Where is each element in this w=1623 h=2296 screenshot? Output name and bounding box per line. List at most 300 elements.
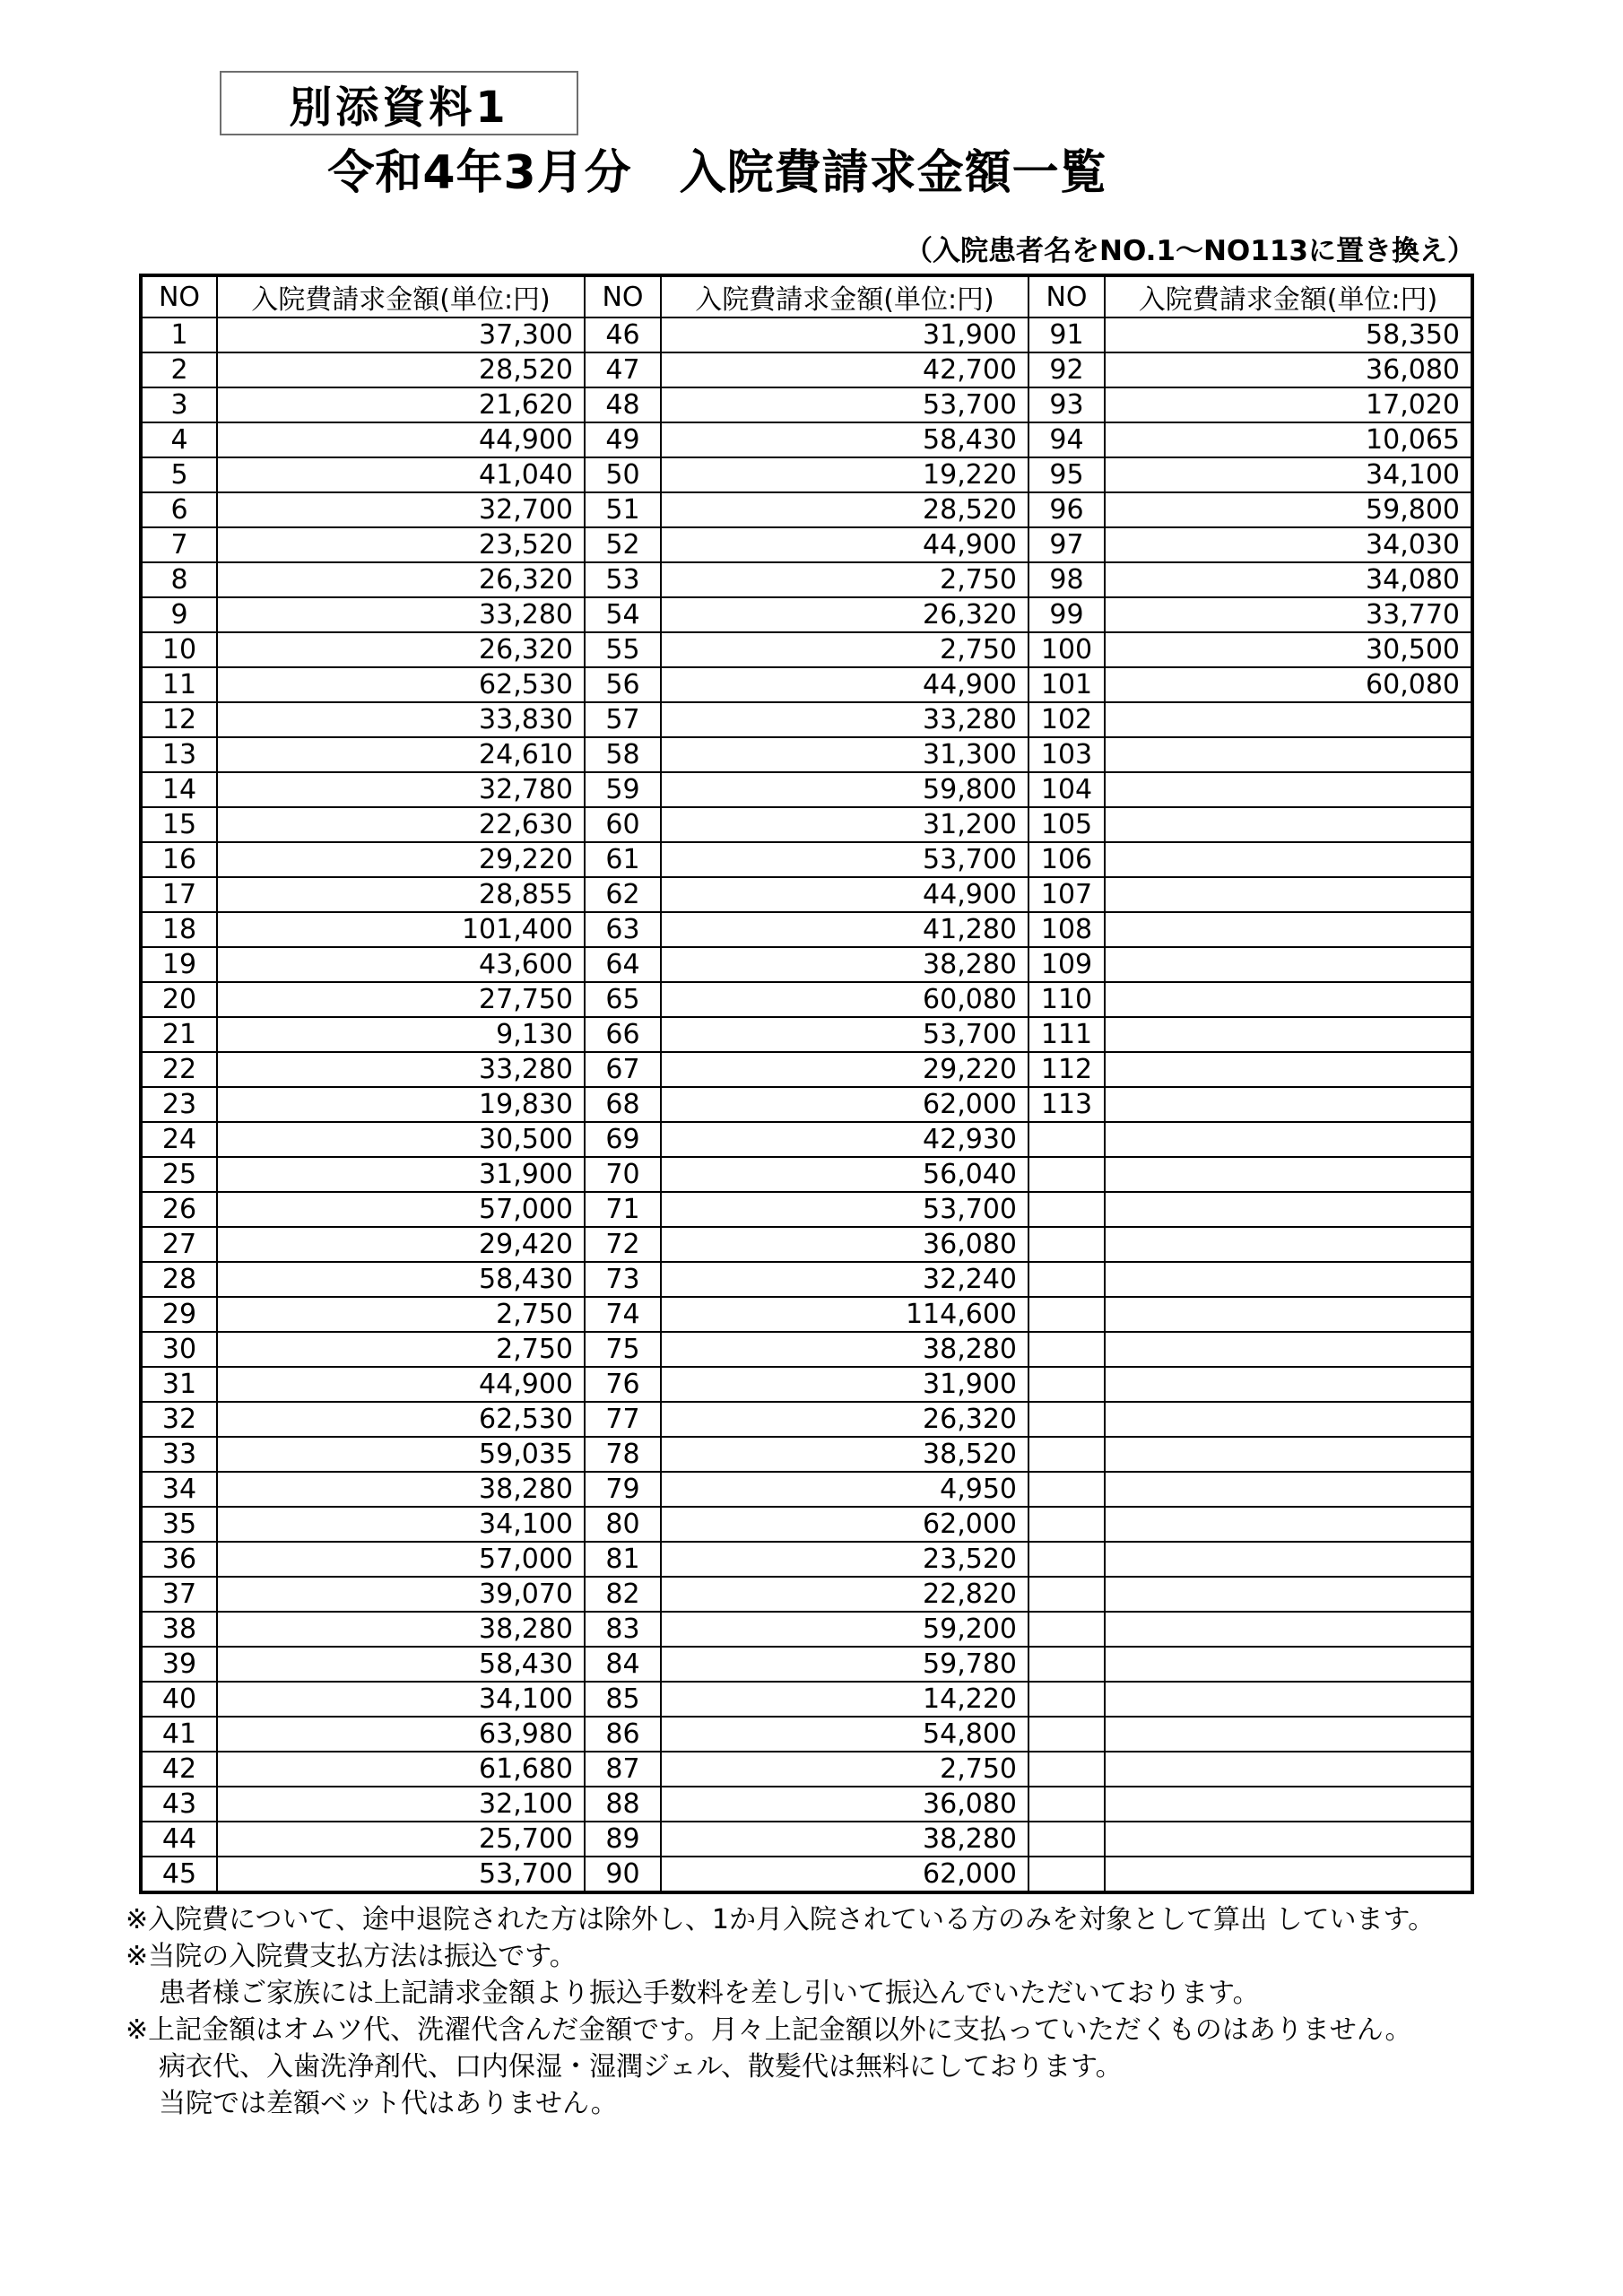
row-number-cell: 26 xyxy=(141,1192,217,1227)
row-number-cell: 20 xyxy=(141,982,217,1017)
row-number-cell xyxy=(1028,1752,1105,1787)
table-row xyxy=(141,1262,1472,1297)
amount-cell: 31,900 xyxy=(661,317,1028,352)
row-number-cell: 43 xyxy=(141,1787,217,1822)
amount-cell xyxy=(1105,1612,1472,1647)
row-number-cell: 76 xyxy=(585,1367,661,1402)
row-number-cell xyxy=(1028,1367,1105,1402)
row-number-cell: 7 xyxy=(141,527,217,562)
amount-cell: 26,320 xyxy=(661,1402,1028,1437)
row-number-cell: 18 xyxy=(141,912,217,947)
amount-cell xyxy=(1105,947,1472,982)
amount-cell xyxy=(1105,1437,1472,1472)
row-number-cell: 29 xyxy=(141,1297,217,1332)
amount-cell xyxy=(1105,1367,1472,1402)
table-row xyxy=(141,1577,1472,1612)
amount-cell: 53,700 xyxy=(217,1857,585,1892)
row-number-cell: 89 xyxy=(585,1822,661,1857)
table-row xyxy=(141,1752,1472,1787)
amount-cell xyxy=(1105,807,1472,842)
row-number-cell: 25 xyxy=(141,1157,217,1192)
table-row xyxy=(141,1052,1472,1087)
amount-cell: 25,700 xyxy=(217,1822,585,1857)
table-row xyxy=(141,527,1472,562)
amount-cell: 44,900 xyxy=(661,667,1028,702)
row-number-cell: 37 xyxy=(141,1577,217,1612)
amount-cell: 30,500 xyxy=(217,1122,585,1157)
row-number-cell xyxy=(1028,1297,1105,1332)
row-number-cell: 86 xyxy=(585,1717,661,1752)
amount-cell: 33,280 xyxy=(217,1052,585,1087)
amount-cell: 27,750 xyxy=(217,982,585,1017)
row-number-cell: 79 xyxy=(585,1472,661,1507)
table-row xyxy=(141,947,1472,982)
amount-cell: 58,430 xyxy=(661,422,1028,457)
amount-cell: 43,600 xyxy=(217,947,585,982)
table-row xyxy=(141,1822,1472,1857)
row-number-cell: 94 xyxy=(1028,422,1105,457)
row-number-cell: 57 xyxy=(585,702,661,737)
amount-cell: 58,350 xyxy=(1105,317,1472,352)
row-number-cell: 81 xyxy=(585,1542,661,1577)
row-number-cell: 105 xyxy=(1028,807,1105,842)
amount-cell xyxy=(1105,1017,1472,1052)
table-row xyxy=(141,1122,1472,1157)
footnote-line: 当院では差額ベット代はありません。 xyxy=(159,2088,618,2119)
amount-cell xyxy=(1105,1647,1472,1682)
footnote-line: ※入院費について、途中退院された方は除外し、1か月入院されている方のみを対象として算出 しています。 xyxy=(126,1904,1436,1935)
amount-cell: 41,280 xyxy=(661,912,1028,947)
amount-cell: 32,240 xyxy=(661,1262,1028,1297)
row-number-cell: 106 xyxy=(1028,842,1105,877)
amount-cell: 2,750 xyxy=(217,1332,585,1367)
row-number-cell: 46 xyxy=(585,317,661,352)
table-row xyxy=(141,492,1472,527)
billing-table-body xyxy=(141,317,1472,1892)
amount-cell: 31,200 xyxy=(661,807,1028,842)
row-number-cell: 84 xyxy=(585,1647,661,1682)
amount-cell: 30,500 xyxy=(1105,632,1472,667)
table-row xyxy=(141,737,1472,772)
attachment-tag-label: 別添資料1 xyxy=(289,82,509,133)
amount-cell: 26,320 xyxy=(661,597,1028,632)
row-number-cell: 90 xyxy=(585,1857,661,1892)
amount-cell: 38,280 xyxy=(661,1822,1028,1857)
row-number-cell: 38 xyxy=(141,1612,217,1647)
row-number-cell: 17 xyxy=(141,877,217,912)
row-number-cell: 102 xyxy=(1028,702,1105,737)
row-number-cell: 64 xyxy=(585,947,661,982)
amount-cell xyxy=(1105,702,1472,737)
table-row xyxy=(141,387,1472,422)
row-number-cell: 13 xyxy=(141,737,217,772)
row-number-cell: 112 xyxy=(1028,1052,1105,1087)
table-row xyxy=(141,877,1472,912)
row-number-cell xyxy=(1028,1157,1105,1192)
row-number-cell: 63 xyxy=(585,912,661,947)
row-number-cell: 35 xyxy=(141,1507,217,1542)
table-row xyxy=(141,317,1472,352)
amount-cell xyxy=(1105,877,1472,912)
amount-cell: 42,930 xyxy=(661,1122,1028,1157)
row-number-cell: 39 xyxy=(141,1647,217,1682)
amount-cell: 53,700 xyxy=(661,387,1028,422)
row-number-cell: 55 xyxy=(585,632,661,667)
amount-cell: 33,280 xyxy=(217,597,585,632)
attachment-tag-box xyxy=(220,71,578,135)
amount-cell xyxy=(1105,1332,1472,1367)
amount-cell: 44,900 xyxy=(217,422,585,457)
row-number-cell: 103 xyxy=(1028,737,1105,772)
amount-cell: 17,020 xyxy=(1105,387,1472,422)
amount-cell: 28,520 xyxy=(661,492,1028,527)
amount-cell: 59,800 xyxy=(1105,492,1472,527)
amount-cell: 61,680 xyxy=(217,1752,585,1787)
table-row xyxy=(141,632,1472,667)
amount-cell xyxy=(1105,1472,1472,1507)
amount-cell xyxy=(1105,1122,1472,1157)
row-number-cell: 87 xyxy=(585,1752,661,1787)
row-number-cell xyxy=(1028,1612,1105,1647)
amount-cell xyxy=(1105,772,1472,807)
row-number-cell: 2 xyxy=(141,352,217,387)
table-row xyxy=(141,1682,1472,1717)
amount-cell: 60,080 xyxy=(661,982,1028,1017)
table-row xyxy=(141,1227,1472,1262)
row-number-cell: 14 xyxy=(141,772,217,807)
row-number-cell: 68 xyxy=(585,1087,661,1122)
footnote-line: 病衣代、入歯洗浄剤代、口内保湿・湿潤ジェル、散髪代は無料にしております。 xyxy=(159,2051,1123,2083)
row-number-cell: 91 xyxy=(1028,317,1105,352)
row-number-cell: 73 xyxy=(585,1262,661,1297)
row-number-cell: 12 xyxy=(141,702,217,737)
amount-cell: 37,300 xyxy=(217,317,585,352)
table-row xyxy=(141,1612,1472,1647)
amount-cell xyxy=(1105,1402,1472,1437)
amount-cell: 2,750 xyxy=(217,1297,585,1332)
row-number-cell: 8 xyxy=(141,562,217,597)
amount-cell: 21,620 xyxy=(217,387,585,422)
amount-cell: 44,900 xyxy=(217,1367,585,1402)
row-number-cell: 93 xyxy=(1028,387,1105,422)
row-number-cell xyxy=(1028,1122,1105,1157)
row-number-cell: 9 xyxy=(141,597,217,632)
row-number-cell: 42 xyxy=(141,1752,217,1787)
row-number-cell: 44 xyxy=(141,1822,217,1857)
table-row xyxy=(141,1717,1472,1752)
amount-cell: 28,855 xyxy=(217,877,585,912)
row-number-cell: 60 xyxy=(585,807,661,842)
amount-cell: 41,040 xyxy=(217,457,585,492)
row-number-cell: 82 xyxy=(585,1577,661,1612)
row-number-cell: 61 xyxy=(585,842,661,877)
amount-cell xyxy=(1105,1682,1472,1717)
amount-cell xyxy=(1105,1192,1472,1227)
amount-cell xyxy=(1105,1542,1472,1577)
amount-cell xyxy=(1105,1787,1472,1822)
row-number-cell: 36 xyxy=(141,1542,217,1577)
row-number-cell: 78 xyxy=(585,1437,661,1472)
row-number-cell: 47 xyxy=(585,352,661,387)
row-number-cell: 83 xyxy=(585,1612,661,1647)
amount-cell: 53,700 xyxy=(661,1017,1028,1052)
row-number-cell: 99 xyxy=(1028,597,1105,632)
table-row xyxy=(141,982,1472,1017)
amount-cell: 23,520 xyxy=(217,527,585,562)
amount-cell: 63,980 xyxy=(217,1717,585,1752)
row-number-cell: 1 xyxy=(141,317,217,352)
amount-cell: 57,000 xyxy=(217,1192,585,1227)
row-number-cell: 80 xyxy=(585,1507,661,1542)
amount-cell: 38,280 xyxy=(217,1472,585,1507)
amount-cell: 114,600 xyxy=(661,1297,1028,1332)
amount-cell: 33,280 xyxy=(661,702,1028,737)
row-number-cell xyxy=(1028,1682,1105,1717)
table-row xyxy=(141,702,1472,737)
amount-cell: 62,530 xyxy=(217,1402,585,1437)
table-row xyxy=(141,1857,1472,1892)
table-row xyxy=(141,912,1472,947)
amount-cell: 24,610 xyxy=(217,737,585,772)
row-number-cell: 52 xyxy=(585,527,661,562)
amount-cell: 62,000 xyxy=(661,1507,1028,1542)
amount-cell: 62,000 xyxy=(661,1087,1028,1122)
header-amount-2: 入院費請求金額(単位:円) xyxy=(661,275,1028,317)
amount-cell xyxy=(1105,1087,1472,1122)
amount-cell xyxy=(1105,1227,1472,1262)
row-number-cell: 101 xyxy=(1028,667,1105,702)
amount-cell: 22,630 xyxy=(217,807,585,842)
row-number-cell xyxy=(1028,1332,1105,1367)
amount-cell: 44,900 xyxy=(661,877,1028,912)
row-number-cell xyxy=(1028,1577,1105,1612)
row-number-cell: 97 xyxy=(1028,527,1105,562)
row-number-cell: 69 xyxy=(585,1122,661,1157)
table-row xyxy=(141,1472,1472,1507)
footnote-line: 患者様ご家族には上記請求金額より振込手数料を差し引いて振込んでいただいております。 xyxy=(159,1978,1260,2009)
amount-cell: 2,750 xyxy=(661,1752,1028,1787)
row-number-cell: 48 xyxy=(585,387,661,422)
row-number-cell: 77 xyxy=(585,1402,661,1437)
row-number-cell xyxy=(1028,1822,1105,1857)
amount-cell: 34,030 xyxy=(1105,527,1472,562)
table-header-row xyxy=(141,275,1472,317)
row-number-cell: 49 xyxy=(585,422,661,457)
table-row xyxy=(141,1647,1472,1682)
row-number-cell xyxy=(1028,1647,1105,1682)
header-no-2: NO xyxy=(585,275,661,317)
footnote-line: ※上記金額はオムツ代、洗濯代含んだ金額です。月々上記金額以外に支払っていただくものはありません。 xyxy=(126,2014,1412,2046)
row-number-cell: 11 xyxy=(141,667,217,702)
amount-cell xyxy=(1105,1717,1472,1752)
row-number-cell: 72 xyxy=(585,1227,661,1262)
table-row xyxy=(141,1017,1472,1052)
row-number-cell: 66 xyxy=(585,1017,661,1052)
amount-cell: 29,420 xyxy=(217,1227,585,1262)
amount-cell xyxy=(1105,842,1472,877)
table-row xyxy=(141,422,1472,457)
row-number-cell: 5 xyxy=(141,457,217,492)
row-number-cell: 56 xyxy=(585,667,661,702)
amount-cell: 53,700 xyxy=(661,842,1028,877)
row-number-cell: 53 xyxy=(585,562,661,597)
row-number-cell: 95 xyxy=(1028,457,1105,492)
amount-cell: 32,700 xyxy=(217,492,585,527)
table-row xyxy=(141,1437,1472,1472)
amount-cell: 36,080 xyxy=(661,1787,1028,1822)
table-row xyxy=(141,1367,1472,1402)
table-row xyxy=(141,1332,1472,1367)
amount-cell: 28,520 xyxy=(217,352,585,387)
row-number-cell: 70 xyxy=(585,1157,661,1192)
row-number-cell: 33 xyxy=(141,1437,217,1472)
amount-cell: 58,430 xyxy=(217,1262,585,1297)
header-amount-1: 入院費請求金額(単位:円) xyxy=(217,275,585,317)
amount-cell: 36,080 xyxy=(661,1227,1028,1262)
amount-cell: 38,520 xyxy=(661,1437,1028,1472)
row-number-cell xyxy=(1028,1227,1105,1262)
row-number-cell xyxy=(1028,1472,1105,1507)
row-number-cell: 22 xyxy=(141,1052,217,1087)
amount-cell: 14,220 xyxy=(661,1682,1028,1717)
amount-cell: 34,100 xyxy=(217,1507,585,1542)
row-number-cell: 113 xyxy=(1028,1087,1105,1122)
amount-cell: 19,830 xyxy=(217,1087,585,1122)
row-number-cell: 6 xyxy=(141,492,217,527)
row-number-cell: 107 xyxy=(1028,877,1105,912)
row-number-cell: 92 xyxy=(1028,352,1105,387)
row-number-cell: 104 xyxy=(1028,772,1105,807)
amount-cell: 39,070 xyxy=(217,1577,585,1612)
amount-cell: 62,000 xyxy=(661,1857,1028,1892)
row-number-cell: 110 xyxy=(1028,982,1105,1017)
header-no-3: NO xyxy=(1028,275,1105,317)
amount-cell: 31,900 xyxy=(661,1367,1028,1402)
table-row xyxy=(141,842,1472,877)
row-number-cell: 28 xyxy=(141,1262,217,1297)
row-number-cell: 75 xyxy=(585,1332,661,1367)
amount-cell: 33,830 xyxy=(217,702,585,737)
row-number-cell: 108 xyxy=(1028,912,1105,947)
amount-cell: 33,770 xyxy=(1105,597,1472,632)
table-row xyxy=(141,1297,1472,1332)
amount-cell: 59,780 xyxy=(661,1647,1028,1682)
row-number-cell: 71 xyxy=(585,1192,661,1227)
amount-cell: 56,040 xyxy=(661,1157,1028,1192)
amount-cell: 4,950 xyxy=(661,1472,1028,1507)
amount-cell: 9,130 xyxy=(217,1017,585,1052)
row-number-cell: 16 xyxy=(141,842,217,877)
amount-cell: 32,100 xyxy=(217,1787,585,1822)
row-number-cell: 59 xyxy=(585,772,661,807)
row-number-cell: 40 xyxy=(141,1682,217,1717)
page-title: 令和4年3月分 入院費請求金額一覧 xyxy=(327,146,1107,200)
amount-cell: 2,750 xyxy=(661,562,1028,597)
table-row xyxy=(141,1087,1472,1122)
table-row xyxy=(141,1787,1472,1822)
row-number-cell xyxy=(1028,1192,1105,1227)
patient-anonymization-note: （入院患者名をNO.1～NO113に置き換え） xyxy=(905,235,1475,267)
table-row xyxy=(141,1157,1472,1192)
row-number-cell: 27 xyxy=(141,1227,217,1262)
row-number-cell: 62 xyxy=(585,877,661,912)
row-number-cell: 10 xyxy=(141,632,217,667)
table-row xyxy=(141,457,1472,492)
amount-cell: 10,065 xyxy=(1105,422,1472,457)
row-number-cell: 32 xyxy=(141,1402,217,1437)
amount-cell: 38,280 xyxy=(217,1612,585,1647)
amount-cell xyxy=(1105,1052,1472,1087)
row-number-cell: 50 xyxy=(585,457,661,492)
table-row xyxy=(141,597,1472,632)
row-number-cell: 21 xyxy=(141,1017,217,1052)
row-number-cell: 96 xyxy=(1028,492,1105,527)
amount-cell: 26,320 xyxy=(217,632,585,667)
amount-cell: 36,080 xyxy=(1105,352,1472,387)
amount-cell xyxy=(1105,1857,1472,1892)
row-number-cell: 4 xyxy=(141,422,217,457)
amount-cell: 29,220 xyxy=(217,842,585,877)
row-number-cell: 31 xyxy=(141,1367,217,1402)
row-number-cell: 109 xyxy=(1028,947,1105,982)
row-number-cell xyxy=(1028,1542,1105,1577)
row-number-cell: 23 xyxy=(141,1087,217,1122)
row-number-cell: 19 xyxy=(141,947,217,982)
row-number-cell: 3 xyxy=(141,387,217,422)
amount-cell: 34,100 xyxy=(217,1682,585,1717)
amount-cell: 23,520 xyxy=(661,1542,1028,1577)
amount-cell: 59,035 xyxy=(217,1437,585,1472)
amount-cell: 34,100 xyxy=(1105,457,1472,492)
amount-cell: 19,220 xyxy=(661,457,1028,492)
footnote-line: ※当院の入院費支払方法は振込です。 xyxy=(126,1941,577,1972)
row-number-cell xyxy=(1028,1857,1105,1892)
amount-cell: 59,800 xyxy=(661,772,1028,807)
amount-cell: 31,300 xyxy=(661,737,1028,772)
table-row xyxy=(141,807,1472,842)
amount-cell xyxy=(1105,912,1472,947)
row-number-cell: 34 xyxy=(141,1472,217,1507)
amount-cell xyxy=(1105,1507,1472,1542)
amount-cell: 62,530 xyxy=(217,667,585,702)
header-no-1: NO xyxy=(141,275,217,317)
amount-cell: 22,820 xyxy=(661,1577,1028,1612)
amount-cell xyxy=(1105,1157,1472,1192)
amount-cell: 29,220 xyxy=(661,1052,1028,1087)
amount-cell: 32,780 xyxy=(217,772,585,807)
amount-cell: 54,800 xyxy=(661,1717,1028,1752)
amount-cell xyxy=(1105,737,1472,772)
amount-cell xyxy=(1105,982,1472,1017)
row-number-cell: 111 xyxy=(1028,1017,1105,1052)
amount-cell: 38,280 xyxy=(661,1332,1028,1367)
row-number-cell: 45 xyxy=(141,1857,217,1892)
row-number-cell xyxy=(1028,1787,1105,1822)
table-row xyxy=(141,352,1472,387)
row-number-cell xyxy=(1028,1717,1105,1752)
row-number-cell xyxy=(1028,1507,1105,1542)
amount-cell: 53,700 xyxy=(661,1192,1028,1227)
table-row xyxy=(141,667,1472,702)
row-number-cell xyxy=(1028,1262,1105,1297)
row-number-cell: 58 xyxy=(585,737,661,772)
row-number-cell: 85 xyxy=(585,1682,661,1717)
billing-amount-table xyxy=(139,274,1474,1894)
row-number-cell xyxy=(1028,1402,1105,1437)
row-number-cell: 74 xyxy=(585,1297,661,1332)
amount-cell: 58,430 xyxy=(217,1647,585,1682)
amount-cell xyxy=(1105,1752,1472,1787)
